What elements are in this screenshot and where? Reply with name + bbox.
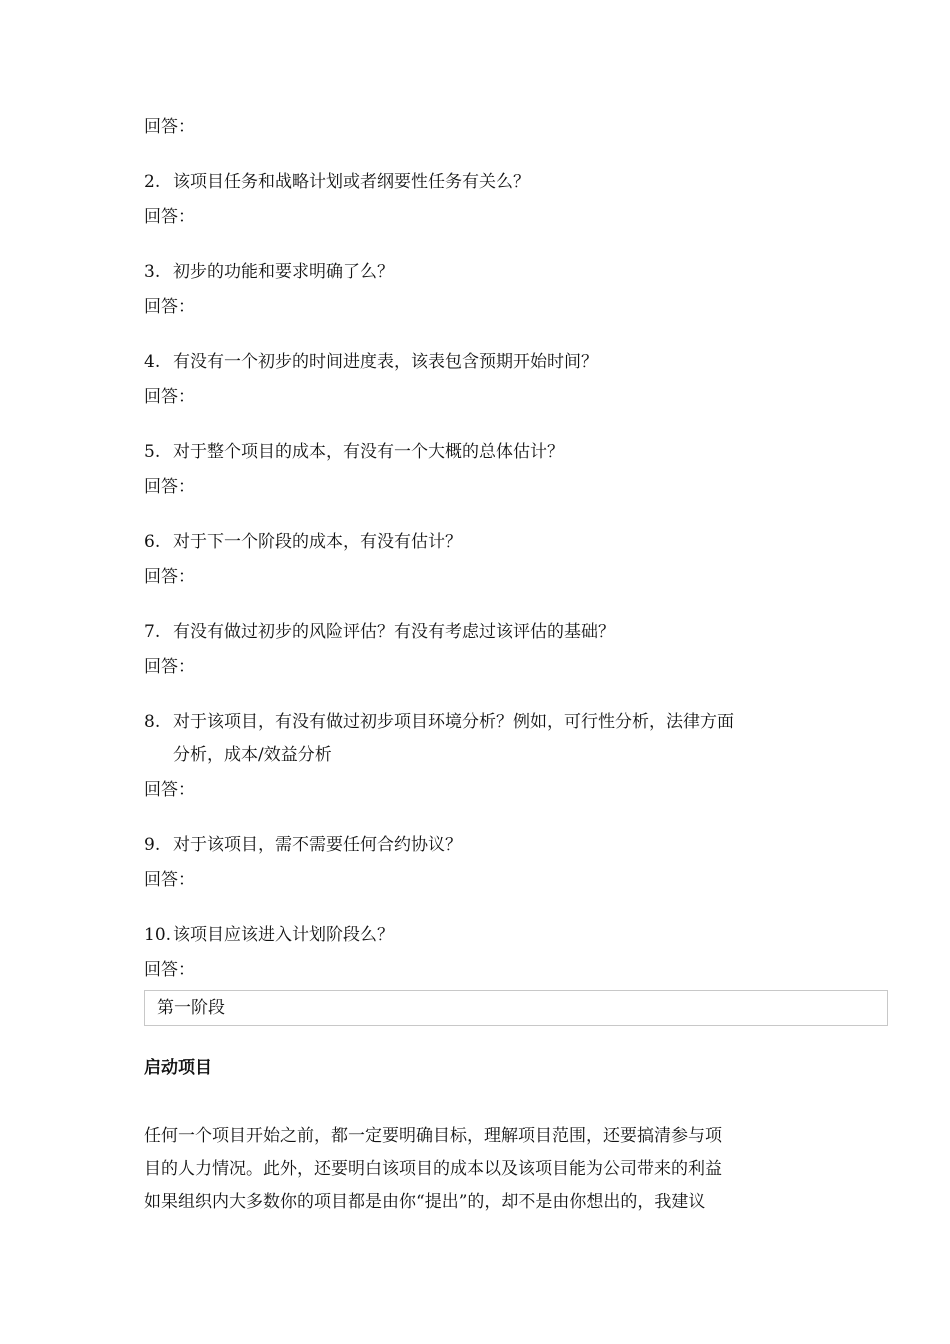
answer-label: 回答： <box>144 387 195 407</box>
question-number: 6. <box>144 532 161 552</box>
answer-label: 回答： <box>144 477 195 497</box>
question-8-continuation: 分析，成本/效益分析 <box>173 745 332 765</box>
question-number: 3. <box>144 262 161 282</box>
question-text: 对于整个项目的成本，有没有一个大概的总体估计？ <box>173 442 564 462</box>
question-6 <box>144 530 462 554</box>
question-4 <box>144 350 598 374</box>
section-heading: 启动项目 <box>144 1058 212 1078</box>
question-number: 7. <box>144 622 161 642</box>
stage-box <box>144 990 888 1026</box>
question-number: 9. <box>144 835 161 855</box>
question-number: 2. <box>144 172 161 192</box>
paragraph-line: 任何一个项目开始之前，都一定要明确目标，理解项目范围，还要搞清参与项 <box>144 1126 722 1146</box>
question-text: 该项目任务和战略计划或者纲要性任务有关么？ <box>173 172 530 192</box>
question-3 <box>144 260 394 284</box>
paragraph-line: 如果组织内大多数你的项目都是由你“提出”的，却不是由你想出的，我建议 <box>144 1192 706 1212</box>
answer-label: 回答： <box>144 960 195 980</box>
question-text: 对于该项目，有没有做过初步项目环境分析？例如，可行性分析，法律方面 <box>173 712 734 732</box>
answer-label: 回答： <box>144 567 195 587</box>
question-9 <box>144 833 462 857</box>
answer-label: 回答： <box>144 657 195 677</box>
stage-box-label: 第一阶段 <box>157 998 225 1018</box>
question-number: 4. <box>144 352 161 372</box>
question-text: 有没有做过初步的风险评估？有没有考虑过该评估的基础？ <box>173 622 615 642</box>
question-5 <box>144 440 564 464</box>
answer-label: 回答： <box>144 297 195 317</box>
question-text: 对于下一个阶段的成本，有没有估计？ <box>173 532 462 552</box>
question-number: 10. <box>144 925 172 945</box>
question-text: 对于该项目，需不需要任何合约协议？ <box>173 835 462 855</box>
answer-label: 回答： <box>144 117 195 137</box>
question-8 <box>144 710 734 734</box>
question-7 <box>144 620 615 644</box>
question-10 <box>144 923 394 947</box>
question-text: 有没有一个初步的时间进度表，该表包含预期开始时间？ <box>173 352 598 372</box>
question-2 <box>144 170 530 194</box>
answer-label: 回答： <box>144 780 195 800</box>
paragraph-line: 目的人力情况。此外，还要明白该项目的成本以及该项目能为公司带来的利益 <box>144 1159 722 1179</box>
question-number: 8. <box>144 712 161 732</box>
question-number: 5. <box>144 442 161 462</box>
answer-label: 回答： <box>144 870 195 890</box>
question-text: 该项目应该进入计划阶段么？ <box>173 925 394 945</box>
answer-label: 回答： <box>144 207 195 227</box>
question-text: 初步的功能和要求明确了么？ <box>173 262 394 282</box>
